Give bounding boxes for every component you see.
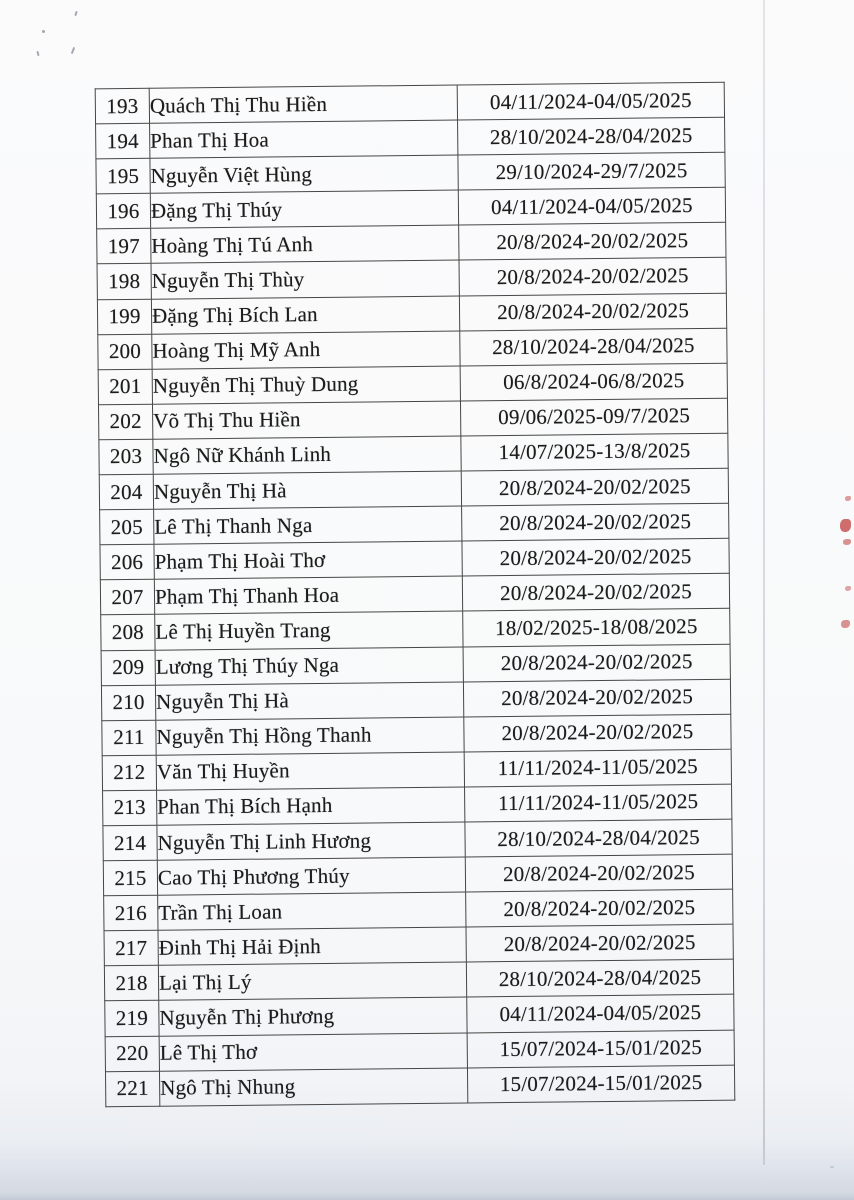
person-name: Đặng Thị Bích Lan [151,296,459,334]
person-name: Phan Thị Bích Hạnh [157,787,465,825]
person-name: Văn Thị Huyền [156,752,464,790]
validity-period: 14/07/2025-13/8/2025 [461,433,728,471]
validity-period: 20/8/2024-20/02/2025 [459,258,726,296]
row-number: 213 [103,790,157,826]
person-name: Nguyễn Thị Thuỳ Dung [152,366,460,404]
row-number: 219 [105,1001,159,1037]
validity-period: 20/8/2024-20/02/2025 [463,644,730,682]
validity-period: 11/11/2024-11/05/2025 [464,749,731,787]
person-name: Phạm Thị Hoài Thơ [154,541,462,579]
person-name: Đinh Thị Hải Định [158,927,466,965]
person-name: Nguyễn Thị Hồng Thanh [156,717,464,755]
validity-period: 28/10/2024-28/04/2025 [458,117,725,155]
person-name: Nguyễn Thị Hà [155,682,463,720]
validity-period: 15/07/2024-15/01/2025 [467,1030,734,1068]
person-name: Nguyễn Thị Linh Hương [157,822,465,860]
row-number: 198 [97,264,151,300]
scan-speck [71,47,75,54]
person-name: Nguyễn Thị Phương [159,997,467,1035]
row-number: 194 [96,123,150,159]
person-name: Nguyễn Việt Hùng [150,155,458,193]
person-name: Lê Thị Thanh Nga [154,506,462,544]
validity-period: 20/8/2024-20/02/2025 [462,574,729,612]
validity-period: 20/8/2024-20/02/2025 [464,714,731,752]
person-name: Nguyễn Thị Hà [153,471,461,509]
row-number: 200 [98,334,152,370]
row-number: 218 [104,966,158,1002]
row-number: 211 [102,720,156,756]
scan-speck [42,30,45,33]
person-name: Lương Thị Thúy Nga [155,646,463,684]
row-number: 196 [96,194,150,230]
row-number: 195 [96,158,150,194]
validity-period: 09/06/2025-09/7/2025 [460,398,727,436]
row-number: 215 [103,860,157,896]
table-body [95,82,735,1106]
person-name: Lại Thị Lý [158,962,466,1000]
row-number: 221 [105,1071,159,1107]
row-number: 217 [104,930,158,966]
validity-period: 20/8/2024-20/02/2025 [463,679,730,717]
red-ink-mark [845,496,851,501]
row-number: 202 [98,404,152,440]
validity-period: 04/11/2024-04/05/2025 [457,82,724,120]
validity-period: 20/8/2024-20/02/2025 [466,924,733,962]
person-name: Phan Thị Hoa [150,120,458,158]
validity-period: 11/11/2024-11/05/2025 [465,784,732,822]
person-name: Ngô Thị Nhung [159,1068,467,1106]
row-number: 205 [100,509,154,545]
person-name: Lê Thị Huyền Trang [155,611,463,649]
validity-period: 20/8/2024-20/02/2025 [462,538,729,576]
validity-period: 20/8/2024-20/02/2025 [461,468,728,506]
person-name: Cao Thị Phương Thúy [157,857,465,895]
row-number: 214 [103,825,157,861]
person-name: Võ Thị Thu Hiền [152,401,460,439]
scan-speck [74,11,77,16]
row-number: 212 [102,755,156,791]
validity-period: 04/11/2024-04/05/2025 [467,995,734,1033]
table-row [105,1065,734,1107]
roster-table-wrap [95,82,735,1107]
row-number: 207 [100,580,154,616]
row-number: 203 [99,439,153,475]
row-number: 216 [104,895,158,931]
person-name: Hoàng Thị Tú Anh [151,225,459,263]
validity-period: 20/8/2024-20/02/2025 [459,293,726,331]
row-number: 206 [100,544,154,580]
validity-period: 20/8/2024-20/02/2025 [466,889,733,927]
validity-period: 20/8/2024-20/02/2025 [459,223,726,261]
validity-period: 15/07/2024-15/01/2025 [467,1065,734,1103]
row-number: 220 [105,1036,159,1072]
row-number: 210 [101,685,155,721]
row-number: 197 [97,229,151,265]
validity-period: 28/10/2024-28/04/2025 [466,960,733,998]
validity-period: 20/8/2024-20/02/2025 [465,854,732,892]
validity-period: 18/02/2025-18/08/2025 [463,609,730,647]
validity-period: 04/11/2024-04/05/2025 [458,188,725,226]
person-name: Quách Thị Thu Hiền [149,85,457,123]
red-ink-mark [840,519,851,532]
validity-period: 28/10/2024-28/04/2025 [460,328,727,366]
person-name: Lê Thị Thơ [159,1033,467,1071]
person-name: Phạm Thị Thanh Hoa [154,576,462,614]
roster-table [95,82,736,1107]
row-number: 201 [98,369,152,405]
validity-period: 28/10/2024-28/04/2025 [465,819,732,857]
row-number: 209 [101,650,155,686]
red-ink-mark [841,620,850,628]
scan-speck [36,51,39,56]
person-name: Ngô Nữ Khánh Linh [153,436,461,474]
paper-edge-shadow [763,0,765,1165]
row-number: 208 [101,615,155,651]
red-ink-mark [845,586,851,591]
validity-period: 20/8/2024-20/02/2025 [462,503,729,541]
row-number: 193 [95,88,149,124]
validity-period: 06/8/2024-06/8/2025 [460,363,727,401]
person-name: Hoàng Thị Mỹ Anh [152,331,460,369]
row-number: 199 [97,299,151,335]
person-name: Trần Thị Loan [158,892,466,930]
validity-period: 29/10/2024-29/7/2025 [458,152,725,190]
person-name: Đặng Thị Thúy [150,190,458,228]
red-ink-mark [843,539,851,545]
scanner-band [0,1142,854,1200]
person-name: Nguyễn Thị Thùy [151,260,459,298]
row-number: 204 [99,474,153,510]
